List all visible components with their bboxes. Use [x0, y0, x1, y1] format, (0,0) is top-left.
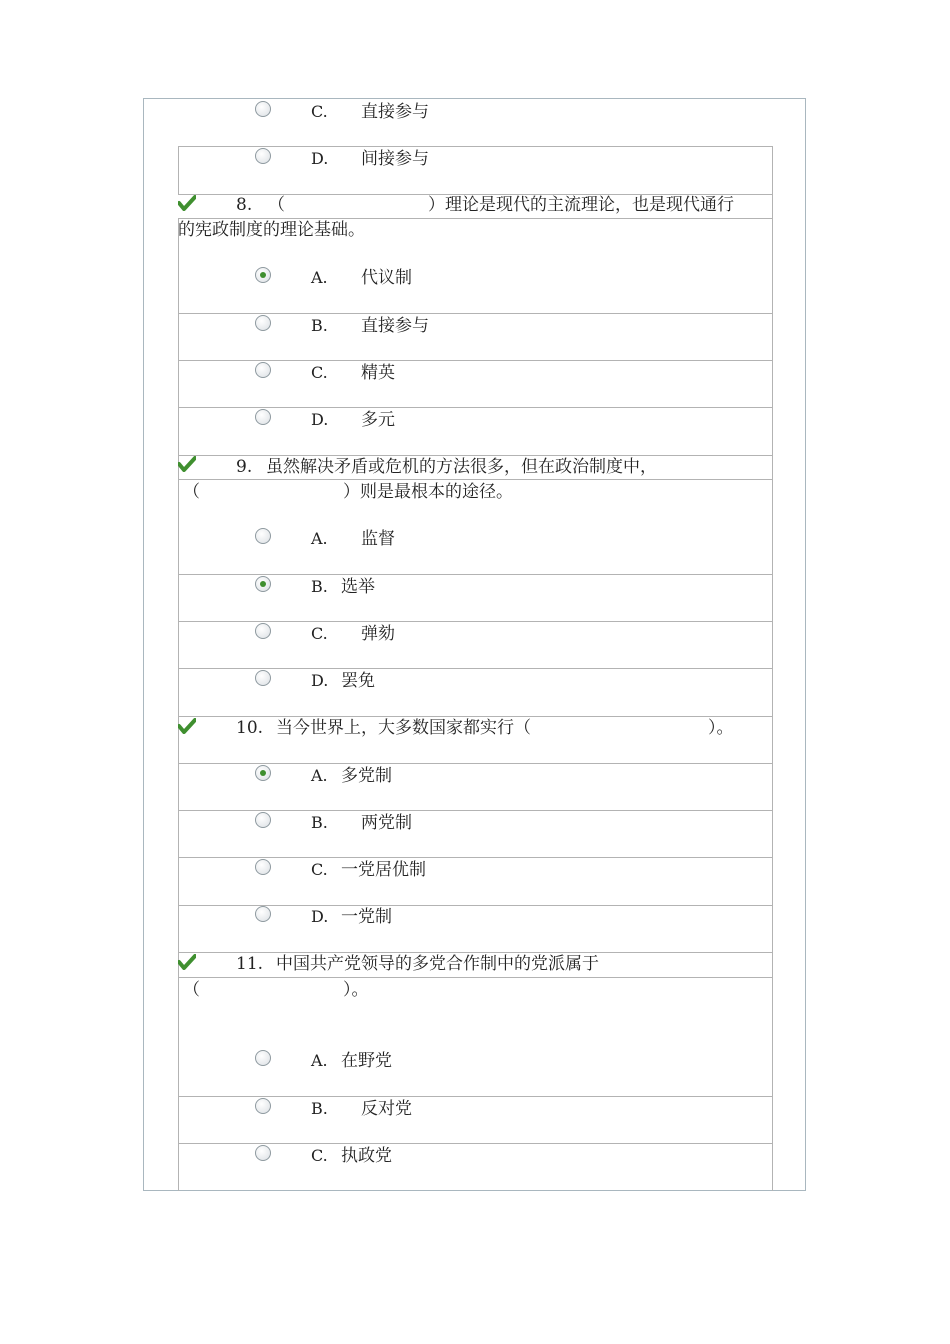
question-number: 10.	[236, 718, 264, 738]
row-divider	[178, 977, 773, 978]
row-divider	[178, 905, 773, 906]
radio-icon[interactable]	[255, 906, 271, 922]
radio-icon[interactable]	[255, 409, 271, 425]
row-divider	[178, 668, 773, 669]
table-border	[772, 218, 773, 479]
check-icon	[178, 456, 196, 472]
row-divider	[178, 621, 773, 622]
table-border	[772, 146, 773, 218]
radio-icon[interactable]	[255, 859, 271, 875]
answer-blank-open: （	[183, 980, 200, 1000]
check-icon	[178, 195, 196, 211]
answer-blank-close: ）。	[708, 718, 734, 738]
row-divider	[178, 1096, 773, 1097]
radio-icon[interactable]	[255, 101, 271, 117]
question-number: 9.	[236, 457, 253, 477]
radio-icon[interactable]	[255, 148, 271, 164]
question-stem: 的宪政制度的理论基础。	[178, 220, 365, 240]
table-border	[178, 479, 179, 1191]
radio-icon[interactable]	[255, 362, 271, 378]
question-stem: 中国共产党领导的多党合作制中的党派属于	[276, 954, 599, 974]
question-number: 8.	[236, 195, 253, 215]
radio-icon[interactable]	[255, 812, 271, 828]
table-border	[178, 218, 179, 480]
row-divider	[178, 146, 773, 147]
row-divider	[178, 763, 773, 764]
radio-icon[interactable]	[255, 670, 271, 686]
table-border	[178, 146, 179, 194]
radio-icon[interactable]	[255, 765, 271, 781]
row-divider	[178, 313, 773, 314]
radio-icon[interactable]	[255, 1145, 271, 1161]
check-icon	[178, 954, 196, 970]
answer-blank-close: ）。	[343, 980, 369, 1000]
question-stem: 虽然解决矛盾或危机的方法很多，但在政治制度中，	[266, 457, 657, 477]
radio-icon[interactable]	[255, 315, 271, 331]
quiz-panel	[143, 98, 806, 1191]
answer-blank-open: （	[268, 195, 285, 215]
radio-icon[interactable]	[255, 528, 271, 544]
radio-icon[interactable]	[255, 1098, 271, 1114]
answer-blank-open: （	[183, 482, 200, 502]
row-divider	[178, 574, 773, 575]
row-divider	[178, 360, 773, 361]
radio-icon[interactable]	[255, 576, 271, 592]
question-stem: 当今世界上，大多数国家都实行（	[276, 718, 531, 738]
question-number: 11.	[236, 954, 264, 974]
question-stem: ）理论是现代的主流理论，也是现代通行	[428, 195, 734, 215]
radio-icon[interactable]	[255, 267, 271, 283]
radio-icon[interactable]	[255, 1050, 271, 1066]
row-divider	[178, 810, 773, 811]
check-icon	[178, 718, 196, 734]
row-divider	[178, 857, 773, 858]
radio-icon[interactable]	[255, 623, 271, 639]
table-border	[772, 479, 773, 1191]
row-divider	[178, 1143, 773, 1144]
question-stem: ）则是最根本的途径。	[343, 482, 513, 502]
row-divider	[178, 407, 773, 408]
